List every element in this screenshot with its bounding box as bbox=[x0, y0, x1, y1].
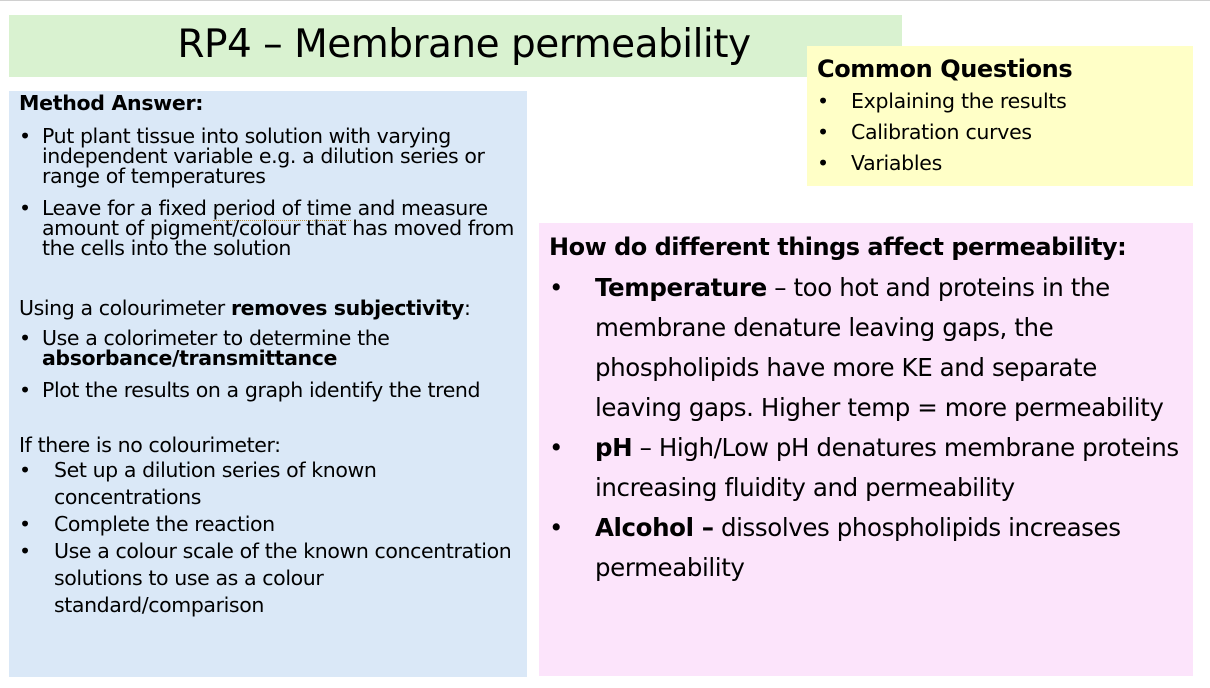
permeability-heading: How do different things affect permeability: bbox=[549, 233, 1127, 261]
colourimeter-step: • Plot the results on a graph identify the trend bbox=[19, 380, 517, 400]
colourimeter-intro bbox=[19, 296, 517, 320]
factor-term: Alcohol – bbox=[595, 513, 714, 542]
factor-alcohol bbox=[549, 508, 1183, 588]
common-question-item: • Explaining the results bbox=[817, 86, 1183, 117]
factor-text: – too hot and proteins in the membrane denature leaving gaps, the phospholipids have more KE and separate leaving gaps. Higher temp = more permeability bbox=[595, 273, 1164, 422]
factor-term: pH bbox=[595, 433, 633, 462]
common-question-item: • Calibration curves bbox=[817, 117, 1183, 148]
colourimeter-intro-text: Using a colourimeter bbox=[19, 296, 231, 320]
common-questions-heading: Common Questions bbox=[817, 55, 1073, 83]
common-question-item: • Variables bbox=[817, 148, 1183, 179]
factor-temperature bbox=[549, 268, 1183, 428]
colourimeter-intro-bold: removes subjectivity bbox=[230, 296, 464, 320]
title-banner bbox=[9, 15, 902, 77]
permeability-box bbox=[539, 223, 1193, 676]
colourimeter-steps bbox=[19, 328, 517, 400]
factor-ph bbox=[549, 428, 1183, 508]
method-step: • Put plant tissue into solution with varying independent variable e.g. a dilution series or range of temperatures bbox=[19, 126, 517, 186]
top-border bbox=[0, 0, 1210, 1]
method-step-underlined-text: period of time bbox=[212, 196, 352, 220]
page-title: RP4 – Membrane permeability bbox=[177, 22, 751, 67]
colourimeter-intro-colon: : bbox=[463, 296, 471, 320]
common-questions-list bbox=[817, 86, 1183, 179]
colourimeter-step bbox=[19, 328, 517, 368]
no-colourimeter-step: • Use a colour scale of the known concentration solutions to use as a colour standard/comparison bbox=[19, 538, 517, 619]
method-step-text: and measure amount of pigment/colour that has moved from the cells into the solution bbox=[42, 196, 514, 260]
no-colourimeter-steps bbox=[19, 457, 517, 619]
factor-text: dissolves phospholipids increases permeability bbox=[595, 513, 1121, 582]
no-colourimeter-step: • Complete the reaction bbox=[19, 511, 517, 538]
no-colourimeter-intro: If there is no colourimeter: bbox=[19, 433, 281, 457]
common-questions-box bbox=[807, 46, 1193, 186]
colourimeter-step-text: Use a colorimeter to determine the bbox=[42, 326, 390, 350]
permeability-factors bbox=[549, 268, 1183, 588]
factor-text: – High/Low pH denatures membrane proteins increasing fluidity and permeability bbox=[595, 433, 1179, 502]
method-steps bbox=[19, 126, 517, 258]
method-step-text: Leave for a fixed bbox=[42, 196, 213, 220]
colourimeter-step-bold: absorbance/transmittance bbox=[42, 346, 337, 370]
factor-term: Temperature bbox=[595, 273, 767, 302]
method-step bbox=[19, 198, 517, 258]
no-colourimeter-step: • Set up a dilution series of known concentrations bbox=[19, 457, 517, 511]
method-heading: Method Answer: bbox=[19, 91, 204, 115]
method-answer-box bbox=[9, 91, 527, 677]
